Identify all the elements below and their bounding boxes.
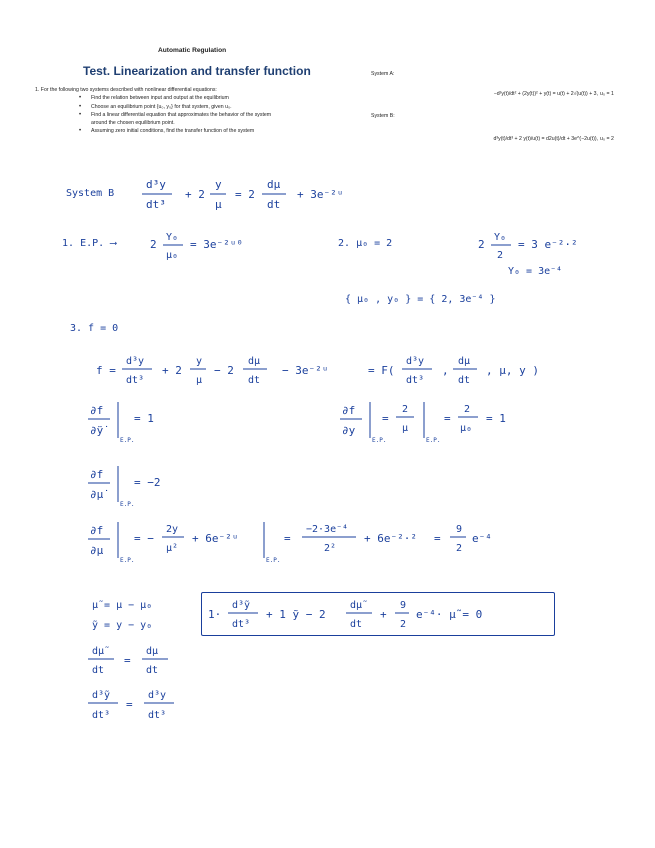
svg-text:+: + <box>380 608 387 621</box>
bullet-item: • Find the relation between input and output at the equilibrium <box>91 94 355 102</box>
svg-text:2: 2 <box>456 543 463 554</box>
svg-text:e⁻⁴: e⁻⁴ <box>472 532 492 545</box>
svg-text:, μ, y ): , μ, y ) <box>486 364 539 377</box>
svg-text:d³ỹ: d³ỹ <box>92 690 111 701</box>
bullet-continuation: around the chosen equilibrium point. <box>91 120 175 127</box>
svg-text:= 1: = 1 <box>134 412 154 425</box>
svg-text:∂μ: ∂μ <box>90 544 104 557</box>
question-number: 1. <box>35 87 40 93</box>
svg-text:∂μ̇: ∂μ̇ <box>90 488 104 501</box>
svg-text:E.P.: E.P. <box>120 501 135 508</box>
svg-text:∂y: ∂y <box>342 424 356 437</box>
svg-text:+ 1 ỹ − 2: + 1 ỹ − 2 <box>266 608 326 621</box>
svg-text:y: y <box>215 178 222 191</box>
hw-y0-result: Y₀ = 3e⁻⁴ <box>508 266 563 277</box>
hw-f-definition <box>96 350 596 392</box>
svg-text:dμ̃: dμ̃ <box>92 646 105 657</box>
hw-df-dddy <box>88 398 208 448</box>
svg-text:μ: μ <box>196 375 203 386</box>
svg-text:=: = <box>382 412 389 425</box>
system-a-label: System A: <box>371 71 395 77</box>
svg-text:2²: 2² <box>324 543 337 554</box>
svg-text:2: 2 <box>150 238 157 251</box>
svg-text:E.P.: E.P. <box>266 557 281 564</box>
svg-text:Y₀: Y₀ <box>494 232 507 243</box>
svg-text:dt: dt <box>248 375 261 386</box>
hw-df-dmudot <box>88 462 208 512</box>
svg-text:=: = <box>434 532 441 545</box>
svg-text:− 3e⁻²ᵘ: − 3e⁻²ᵘ <box>282 364 329 377</box>
system-b-equation: d³y(t)/dt³ + 2 y(t)/u(t) = d2u(t)/dt + 3e^(−2u(t)), <box>493 136 598 142</box>
svg-text:d³y: d³y <box>148 690 167 701</box>
hw-df-dmu <box>88 518 548 568</box>
question-intro: 1. For the following two systems described with nonlinear differential equations: <box>35 87 217 93</box>
svg-text:=: = <box>124 654 131 667</box>
svg-text:+ 2: + 2 <box>185 188 205 201</box>
svg-text:E.P.: E.P. <box>120 437 135 444</box>
svg-text:,: , <box>442 364 449 377</box>
svg-text:2: 2 <box>497 250 504 261</box>
svg-text:2: 2 <box>464 404 471 415</box>
svg-text:μ²: μ² <box>166 543 179 554</box>
svg-text:= 1: = 1 <box>486 412 506 425</box>
svg-text:μ: μ <box>402 423 409 434</box>
svg-text:μ: μ <box>215 198 222 211</box>
svg-text:dt³: dt³ <box>148 710 167 721</box>
svg-text:1·: 1· <box>208 608 222 621</box>
course-title: Automatic Regulation <box>158 47 227 54</box>
bullet-item: • Find a linear differential equation that approximates the behavior of the system <box>91 111 355 119</box>
svg-text:=: = <box>444 412 451 425</box>
svg-text:Y₀: Y₀ <box>166 232 179 243</box>
svg-text:∂f: ∂f <box>90 404 104 417</box>
svg-text:= F(: = F( <box>368 364 395 377</box>
svg-text:dt: dt <box>350 619 363 630</box>
svg-text:− 2: − 2 <box>214 364 234 377</box>
system-a-u0: u₀ = 1 <box>600 91 614 97</box>
hw-frac-num: d³y <box>146 178 166 191</box>
svg-text:e⁻⁴· μ̃ = 0: e⁻⁴· μ̃ = 0 <box>416 608 483 621</box>
hw-df-dy <box>340 398 580 448</box>
svg-text:∂f: ∂f <box>90 468 104 481</box>
svg-text:dt: dt <box>267 198 281 211</box>
svg-text:d³ỹ: d³ỹ <box>232 600 251 611</box>
hw-system-b-equation <box>140 172 370 217</box>
svg-text:=: = <box>126 698 133 711</box>
svg-text:dt: dt <box>146 665 159 676</box>
svg-text:dμ: dμ <box>146 646 159 657</box>
svg-text:+ 2: + 2 <box>162 364 182 377</box>
svg-text:2y: 2y <box>166 524 179 535</box>
svg-text:dt: dt <box>458 375 471 386</box>
svg-text:E.P.: E.P. <box>120 557 135 564</box>
svg-text:= −2: = −2 <box>134 476 161 489</box>
svg-text:y: y <box>196 356 203 367</box>
hw-step3: 3. f = 0 <box>70 323 119 334</box>
svg-text:= −: = − <box>134 532 154 545</box>
svg-text:dt³: dt³ <box>126 375 145 386</box>
svg-text:9: 9 <box>400 600 407 611</box>
svg-text:+ 6e⁻²ᵘ: + 6e⁻²ᵘ <box>192 532 239 545</box>
hw-tilde-y: ỹ = y − y₀ <box>92 620 153 631</box>
svg-text:d³y: d³y <box>406 356 425 367</box>
svg-text:+ 3e⁻²ᵘ: + 3e⁻²ᵘ <box>297 188 344 201</box>
system-b-u0: u₀ = 2 <box>600 136 614 142</box>
svg-text:E.P.: E.P. <box>372 437 387 444</box>
svg-text:∂f: ∂f <box>90 524 104 537</box>
svg-text:dμ: dμ <box>267 178 281 191</box>
svg-text:+ 6e⁻²·²: + 6e⁻²·² <box>364 532 417 545</box>
hw-step2: 2. μ₀ = 2 <box>338 238 393 249</box>
svg-text:2: 2 <box>400 619 407 630</box>
svg-text:−2·3e⁻⁴: −2·3e⁻⁴ <box>306 524 349 535</box>
svg-text:E.P.: E.P. <box>426 437 441 444</box>
svg-text:μ₀: μ₀ <box>460 423 473 434</box>
hw-system-b-label: System B <box>66 188 115 199</box>
hw-frac-den: dt³ <box>146 198 166 211</box>
svg-text:μ₀: μ₀ <box>166 250 179 261</box>
svg-text:f =: f = <box>96 364 116 377</box>
svg-text:∂f: ∂f <box>342 404 356 417</box>
question-block <box>35 86 355 136</box>
svg-text:2: 2 <box>402 404 409 415</box>
svg-text:9: 9 <box>456 524 463 535</box>
svg-text:dt³: dt³ <box>406 375 425 386</box>
svg-text:= 2: = 2 <box>235 188 255 201</box>
svg-text:∂ÿ̇: ∂ÿ̇ <box>90 424 104 437</box>
svg-text:= 3 e⁻²·²: = 3 e⁻²·² <box>518 238 578 251</box>
svg-text:dμ: dμ <box>248 356 261 367</box>
hw-tilde-mu: μ̃ = μ − μ₀ <box>92 600 153 611</box>
question-bullets <box>91 94 355 135</box>
hw-final-equation <box>208 594 548 634</box>
svg-text:= 3e⁻²ᵘ⁰: = 3e⁻²ᵘ⁰ <box>190 238 243 251</box>
bullet-item: • Assuming zero initial conditions, find the transfer function of the system <box>91 127 355 135</box>
svg-text:=: = <box>284 532 291 545</box>
svg-text:dt³: dt³ <box>232 619 251 630</box>
hw-tilde-derivs <box>88 640 208 730</box>
svg-text:dμ̃: dμ̃ <box>350 600 363 611</box>
page-title: Test. Linearization and transfer function <box>83 64 311 78</box>
system-b-label: System B: <box>371 113 395 119</box>
svg-text:dt³: dt³ <box>92 710 111 721</box>
svg-text:d³y: d³y <box>126 356 145 367</box>
svg-text:dt: dt <box>92 665 105 676</box>
svg-text:2: 2 <box>478 238 485 251</box>
svg-text:dμ: dμ <box>458 356 471 367</box>
hw-equilibrium-set: { μ₀ , y₀ } = { 2, 3e⁻⁴ } <box>345 294 496 305</box>
system-a-equation: −d²y(t)/dt² + (2y(t))² + y(t) = u(t) + 2√(u(t)) + 3, <box>493 91 598 97</box>
bullet-item: • Choose an equilibrium point {u₀, y₀} for that system, given u₀. <box>91 103 355 111</box>
hw-step1: 1. E.P. ⟶ <box>62 238 117 249</box>
hw-ep-equation <box>150 228 270 268</box>
hw-step2-equation <box>478 228 608 268</box>
